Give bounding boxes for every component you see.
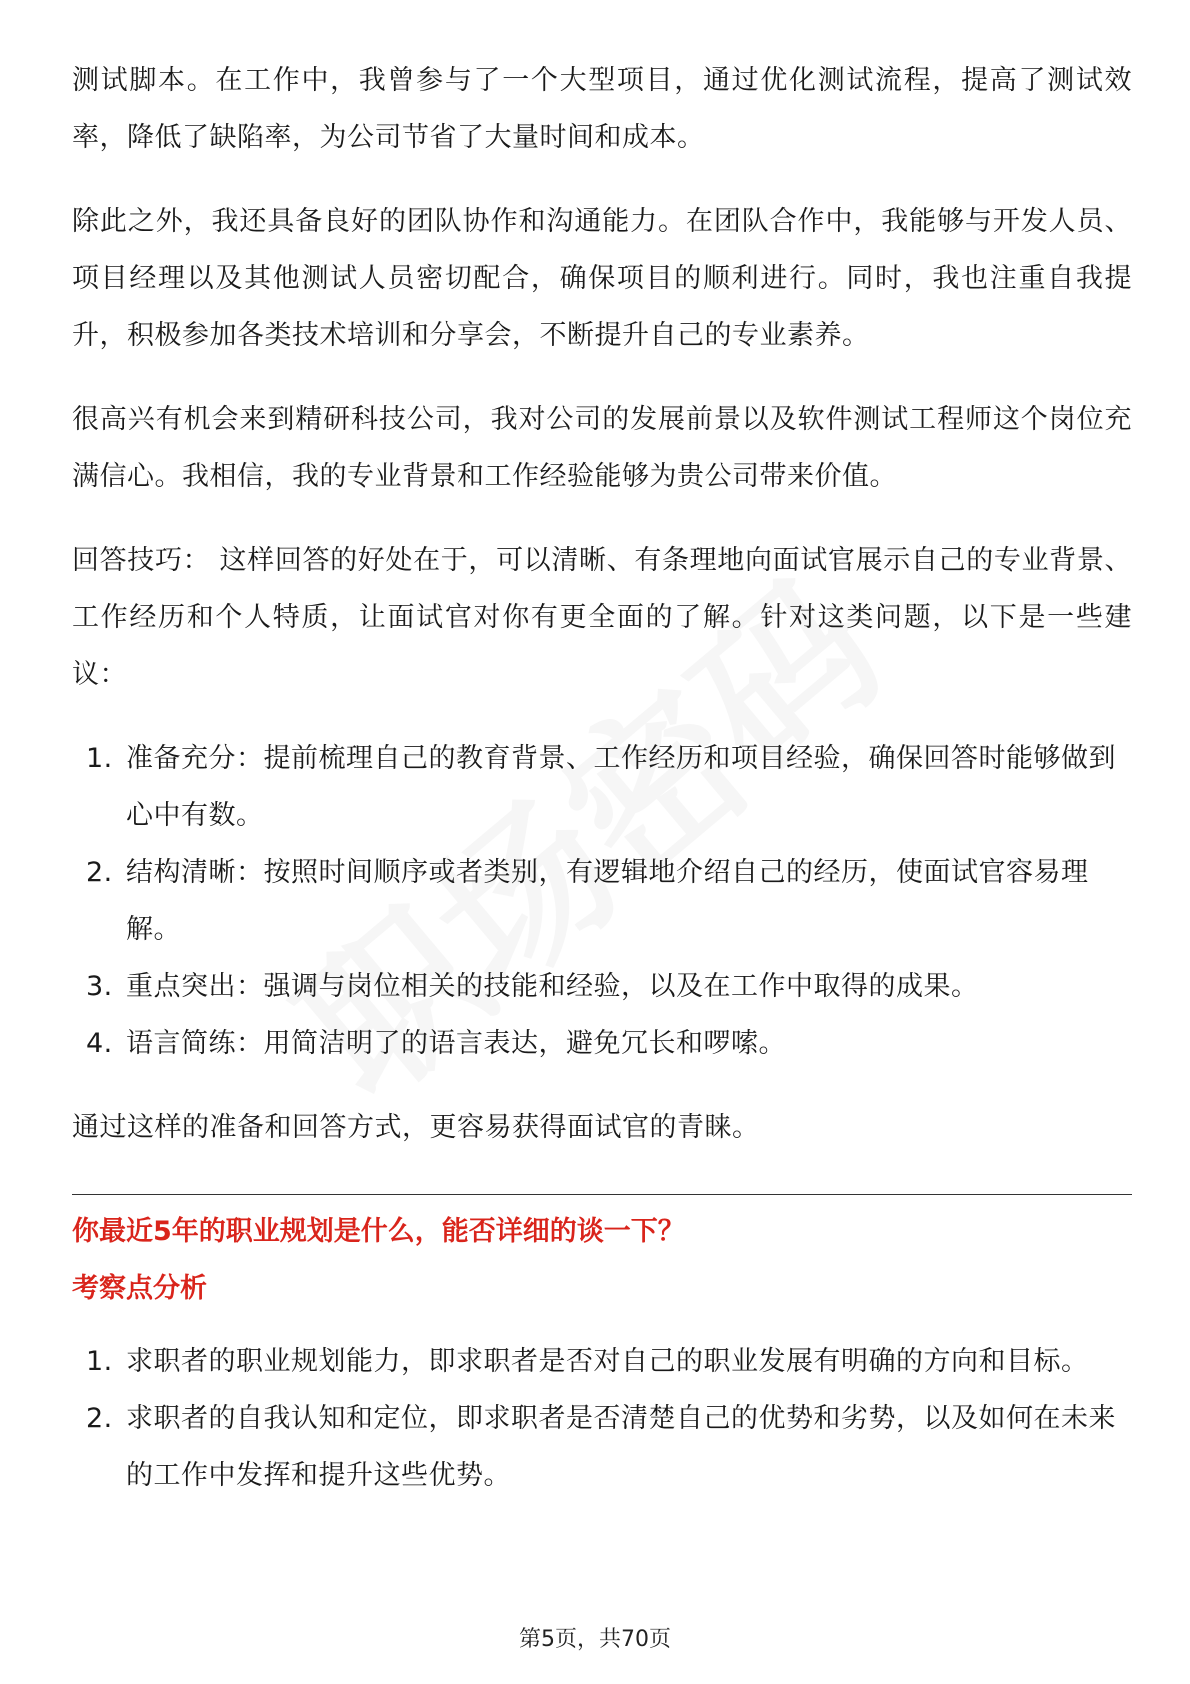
list-item-number: 1. (86, 1346, 113, 1377)
list-item-text: 重点突出：强调与岗位相关的技能和经验，以及在工作中取得的成果。 (126, 971, 979, 1002)
page-footer: 第5页，共70页 (519, 1627, 671, 1652)
list-item-number: 1. (86, 743, 113, 774)
list-item-number: 3. (86, 971, 113, 1002)
question-heading: 你最近5年的职业规划是什么，能否详细的谈一下？ (72, 1216, 685, 1247)
list-item-text: 准备充分：提前梳理自己的教育背景、工作经历和项目经验，确保回答时能够做到心中有数。 (126, 743, 1116, 831)
list-item-number: 4. (86, 1028, 113, 1059)
section-divider (72, 1194, 1132, 1195)
tips-list (72, 730, 1132, 1072)
paragraph-answer-tips: 回答技巧： 这样回答的好处在于，可以清晰、有条理地向面试官展示自己的专业背景、工作经历和个人特质，让面试官对你有更全面的了解。针对这类问题，以下是一些建议： (72, 545, 1132, 690)
list-item (72, 1015, 1132, 1072)
list-item-number: 2. (86, 1403, 113, 1434)
paragraph-closing: 通过这样的准备和回答方式，更容易获得面试官的青睐。 (72, 1112, 760, 1143)
paragraph-teamwork: 除此之外，我还具备良好的团队协作和沟通能力。在团队合作中，我能够与开发人员、项目经理以及其他测试人员密切配合，确保项目的顺利进行。同时，我也注重自我提升，积极参加各类技术培训和分享会，不断提升自己的专业素养。 (72, 206, 1132, 351)
list-item (72, 1333, 1132, 1390)
paragraph-company-confidence: 很高兴有机会来到精研科技公司，我对公司的发展前景以及软件测试工程师这个岗位充满信心。我相信，我的专业背景和工作经验能够为贵公司带来价值。 (72, 404, 1132, 492)
list-item (72, 958, 1132, 1015)
list-item (72, 844, 1132, 958)
analysis-list (72, 1333, 1132, 1504)
list-item-text: 求职者的自我认知和定位，即求职者是否清楚自己的优势和劣势，以及如何在未来的工作中发挥和提升这些优势。 (126, 1403, 1116, 1491)
list-item (72, 1390, 1132, 1504)
document-page (72, 52, 1132, 1531)
list-item-text: 结构清晰：按照时间顺序或者类别，有逻辑地介绍自己的经历，使面试官容易理解。 (126, 857, 1089, 945)
list-item-number: 2. (86, 857, 113, 888)
list-item (72, 730, 1132, 844)
paragraph-work-experience: 测试脚本。在工作中，我曾参与了一个大型项目，通过优化测试流程，提高了测试效率，降低了缺陷率，为公司节省了大量时间和成本。 (72, 65, 1132, 153)
list-item-text: 求职者的职业规划能力，即求职者是否对自己的职业发展有明确的方向和目标。 (126, 1346, 1089, 1377)
analysis-heading: 考察点分析 (72, 1273, 207, 1304)
list-item-text: 语言简练：用简洁明了的语言表达，避免冗长和啰嗦。 (126, 1028, 786, 1059)
